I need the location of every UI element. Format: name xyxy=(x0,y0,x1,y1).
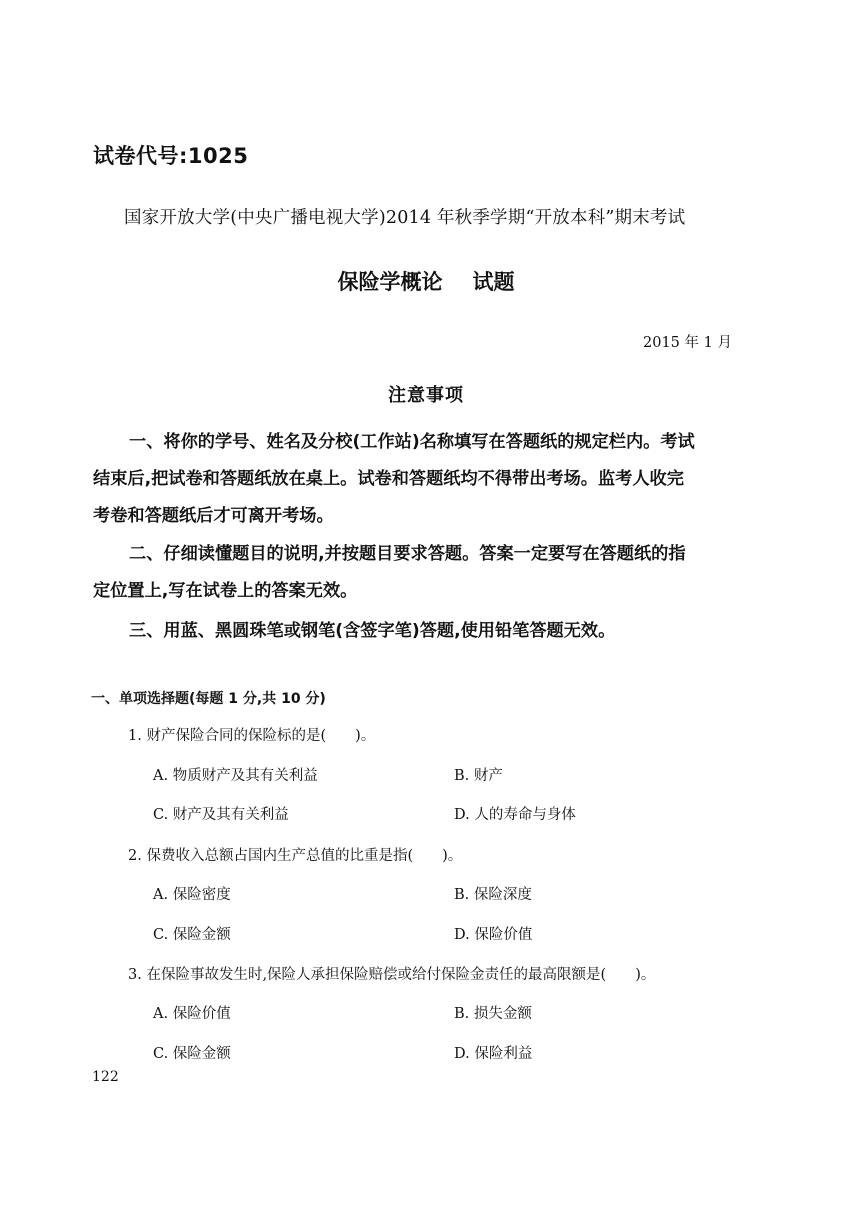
question-stem: 1. 财产保险合同的保险标的是( )。 xyxy=(128,728,376,744)
notice-line: 结束后,把试卷和答题纸放在桌上。试卷和答题纸均不得带出考场。监考人收完 xyxy=(93,469,684,489)
option-b: B. 保险深度 xyxy=(454,887,532,903)
option-c: C. 财产及其有关利益 xyxy=(153,807,289,823)
notice-line: 二、仔细读懂题目的说明,并按题目要求答题。答案一定要写在答题纸的指 xyxy=(129,544,686,564)
question-stem: 3. 在保险事故发生时,保险人承担保险赔偿或给付保险金责任的最高限额是( )。 xyxy=(128,967,656,983)
option-c: C. 保险金额 xyxy=(153,1046,231,1062)
option-d: D. 保险利益 xyxy=(454,1046,533,1062)
section-heading: 一、单项选择题(每题 1 分,共 10 分) xyxy=(91,691,326,707)
option-d: D. 保险价值 xyxy=(454,927,533,943)
notice-item-2 xyxy=(93,536,773,610)
option-a: A. 物质财产及其有关利益 xyxy=(153,768,318,784)
notice-item-1 xyxy=(93,424,773,535)
question-stem: 2. 保费收入总额占国内生产总值的比重是指( )。 xyxy=(128,848,463,864)
option-a: A. 保险价值 xyxy=(153,1006,231,1022)
notice-line: 考卷和答题纸后才可离开考场。 xyxy=(93,506,334,526)
option-d: D. 人的寿命与身体 xyxy=(454,807,576,823)
page-number: 122 xyxy=(92,1069,119,1085)
exam-title-label: 试题 xyxy=(472,270,515,294)
exam-subject: 保险学概论 xyxy=(337,270,443,294)
option-a: A. 保险密度 xyxy=(153,887,231,903)
exam-date: 2015 年 1 月 xyxy=(643,335,732,351)
exam-title xyxy=(0,266,852,296)
notice-line: 三、用蓝、黑圆珠笔或钢笔(含签字笔)答题,使用铅笔答题无效。 xyxy=(129,621,616,641)
exam-header: 国家开放大学(中央广播电视大学)2014 年秋季学期“开放本科”期末考试 xyxy=(124,208,686,228)
notice-line: 一、将你的学号、姓名及分校(工作站)名称填写在答题纸的规定栏内。考试 xyxy=(129,432,695,452)
option-c: C. 保险金额 xyxy=(153,927,231,943)
option-b: B. 财产 xyxy=(454,768,503,784)
notice-line: 定位置上,写在试卷上的答案无效。 xyxy=(93,581,358,601)
notice-heading: 注意事项 xyxy=(388,385,464,406)
option-b: B. 损失金额 xyxy=(454,1006,532,1022)
paper-code: 试卷代号:1025 xyxy=(93,144,249,168)
notice-item-3 xyxy=(93,613,773,650)
